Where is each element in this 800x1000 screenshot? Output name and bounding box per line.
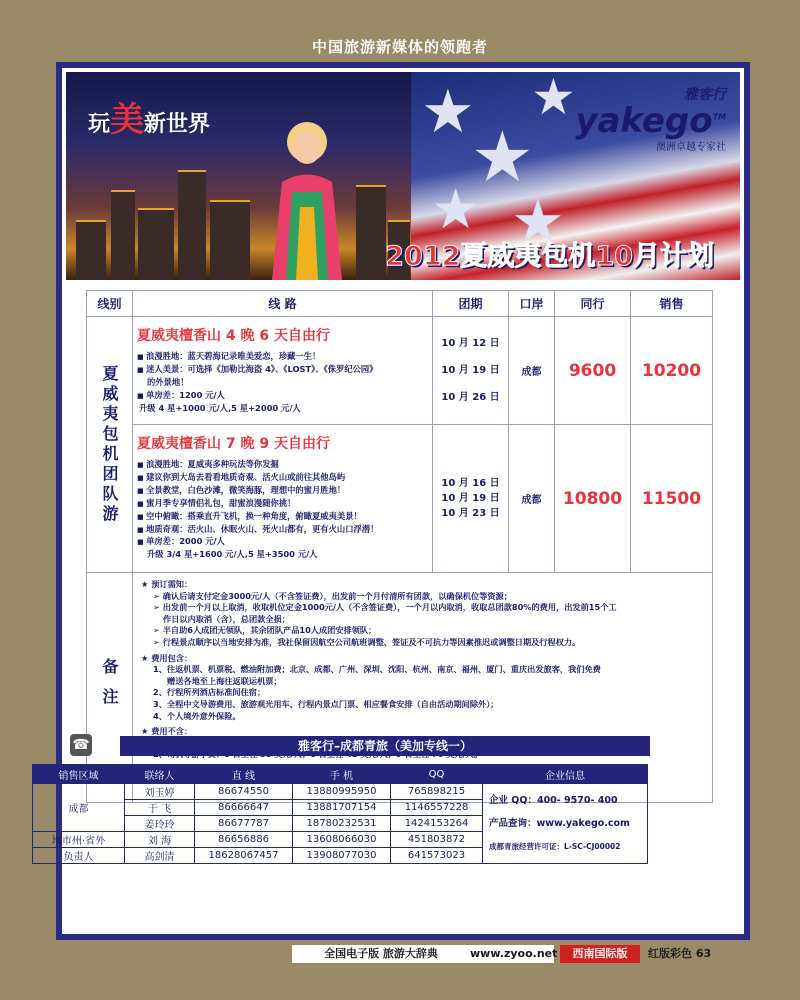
route-bullet: 升级 4 星+1000 元/人,5 星+2000 元/人 <box>139 402 301 413</box>
header-line-type: 线别 <box>87 291 133 317</box>
route-title: 夏威夷檀香山 7 晚 9 天自由行 <box>137 436 330 452</box>
footer-edition: 西南国际版 <box>560 945 640 963</box>
note-line: 3、全程中文导游费用、旅游观光用车、行程内景点门票、相应餐食安排（自由活动期间除外）； <box>153 698 499 709</box>
route-row <box>87 317 713 425</box>
region-cell: 成都 <box>33 784 125 832</box>
contact-table <box>32 764 648 864</box>
banner-title: 2012夏威夷包机10月计划 <box>385 241 714 272</box>
date: 10 月 26 日 <box>441 392 500 403</box>
note-line: ➢ 确认后请支付定金3000元/人（不含签证费），出发前一个月付清所有团款，以确保机位等资源； <box>153 590 512 601</box>
route-bullet: ■ 建议你到大岛去看看地质奇观、活火山或前往其他岛屿 <box>137 472 428 485</box>
contact-phone: 86656886 <box>195 832 293 848</box>
itinerary-table <box>86 290 713 803</box>
peer-price-cell <box>555 425 631 573</box>
contact-qq: 451803872 <box>391 832 483 848</box>
contact-title: 雅客行–成都青旅（美加专线一） <box>120 736 650 756</box>
port: 成都 <box>521 495 542 506</box>
page-footer <box>292 945 746 963</box>
company-info <box>483 784 648 864</box>
notes-heading: ★ 费用不含： <box>141 726 193 737</box>
header-dates: 团期 <box>433 291 509 317</box>
peer-price-cell <box>555 317 631 425</box>
route-bullet: ■ 空中俯瞰：搭乘直升飞机，换一种角度，俯瞰夏威夷美景！ <box>137 511 428 524</box>
note-line: 作日以内取消（含），总团款全损； <box>163 613 290 624</box>
route-bullet: 升级 3/4 星+1600 元/人,5 星+3500 元/人 <box>147 549 318 560</box>
banner <box>66 72 740 280</box>
contact-name: 姜玲玲 <box>125 816 195 832</box>
woman-figure <box>262 112 352 280</box>
footer-website: www.zyoo.net <box>470 945 554 963</box>
header-mobile: 手 机 <box>293 765 391 784</box>
header-region: 销售区域 <box>33 765 125 784</box>
date: 10 月 19 日 <box>441 365 500 376</box>
route-bullet: ■ 单房差：2000 元/人 <box>137 536 428 549</box>
contact-mobile: 13908077030 <box>293 848 391 864</box>
dates-cell <box>433 425 509 573</box>
top-slogan: 中国旅游新媒体的领跑者 <box>311 38 488 56</box>
phone-icon: ☎ <box>70 734 92 756</box>
contact-name: 于 飞 <box>125 800 195 816</box>
date: 10 月 16 日 <box>441 478 500 489</box>
header-qq: QQ <box>391 765 483 784</box>
route-cell <box>133 317 433 425</box>
contact-phone: 86677787 <box>195 816 293 832</box>
line-type-cell <box>87 317 133 573</box>
line-type: 夏威夷包机团队游 <box>100 364 119 525</box>
contact-phone: 86674550 <box>195 784 293 800</box>
route-bullet: ■ 单房差：1200 元/人 <box>137 390 428 403</box>
note-line: 赠送各地至上海往返联运机票； <box>167 675 282 686</box>
route-title: 夏威夷檀香山 4 晚 6 天自由行 <box>137 328 330 344</box>
contact-qq: 1424153264 <box>391 816 483 832</box>
route-bullet: ■ 浪漫胜地：蓝天碧海记录唯美爱恋，珍藏一生！ <box>137 351 428 364</box>
peer-price: 9600 <box>568 360 617 381</box>
banner-phrase: 玩美新世界 <box>88 100 211 140</box>
port-cell <box>509 425 555 573</box>
table-header-row <box>87 291 713 317</box>
yakego-logo: 雅客行 yakego™ 澳洲卓越专家社 <box>575 87 726 153</box>
route-bullet: ■ 蜜月季专享情侣礼包，甜蜜浪漫随你挑！ <box>137 498 428 511</box>
note-line: ➢ 行程景点顺序以当地安排为准，我社保留因航空公司航班调整、签证及不可抗力等因素推迟或调整日期及行程权力。 <box>153 636 581 647</box>
port-cell <box>509 317 555 425</box>
retail-price: 10200 <box>641 360 702 381</box>
retail-price-cell <box>631 317 713 425</box>
contact-name: 刘 海 <box>125 832 195 848</box>
route-bullet: ■ 浪漫胜地：夏威夷多种玩法等你发掘 <box>137 459 428 472</box>
header-contact: 联络人 <box>125 765 195 784</box>
route-bullet: ■ 全景教堂，白色沙滩，微笑海豚，理想中的蜜月胜地！ <box>137 485 428 498</box>
note-line: 4、个人境外意外保险。 <box>153 710 241 721</box>
header-retail-price: 销售 <box>631 291 713 317</box>
header-peer-price: 同行 <box>555 291 631 317</box>
notes-label: 备注 <box>100 657 119 718</box>
note-line: ➢ 半自助6人成团无领队，其余团队产品10人成团安排领队； <box>153 625 377 636</box>
contact-name: 刘玉婷 <box>125 784 195 800</box>
contact-qq: 765898215 <box>391 784 483 800</box>
region-cell: 地市州·省外 <box>33 832 125 848</box>
contact-qq: 1146557228 <box>391 800 483 816</box>
note-line: ➢ 出发前一个月以上取消，收取机位定金1000元/人（不含签证费），一个月以内取消，收取总团款80%的费用，出发前15个工 <box>153 602 617 613</box>
notes-heading: ★ 预订需知： <box>141 579 193 589</box>
table-row <box>33 784 648 800</box>
peer-price: 10800 <box>562 488 623 509</box>
contact-mobile: 13608066030 <box>293 832 391 848</box>
header-company: 企业信息 <box>483 765 648 784</box>
contact-qq: 641573023 <box>391 848 483 864</box>
notes-heading: ★ 费用包含： <box>141 652 193 663</box>
route-bullet: ■ 迷人美景：可选择《加勒比海盗 4》、《LOST》、《侏罗纪公园》 <box>137 364 428 377</box>
retail-price-cell <box>631 425 713 573</box>
port: 成都 <box>521 367 542 378</box>
date: 10 月 19 日 <box>441 493 500 504</box>
retail-price: 11500 <box>641 488 702 509</box>
region-cell: 负责人 <box>33 848 125 864</box>
contact-phone: 18628067457 <box>195 848 293 864</box>
company-license: 成都青旅经营许可证：L-SC-CJ00002 <box>489 842 621 851</box>
route-row <box>87 425 713 573</box>
contact-mobile: 13881707154 <box>293 800 391 816</box>
contact-phone: 86666647 <box>195 800 293 816</box>
route-bullet: 的外景地！ <box>147 376 189 387</box>
us-flag-photo: ★ ★ ★ ★ ★ <box>411 72 740 280</box>
contact-mobile: 18780232531 <box>293 816 391 832</box>
contact-name: 高剑清 <box>125 848 195 864</box>
header-port: 口岸 <box>509 291 555 317</box>
note-line: 2、行程所列酒店标准间住宿； <box>153 687 266 698</box>
header-phone: 直 线 <box>195 765 293 784</box>
contact-mobile: 13880995950 <box>293 784 391 800</box>
company-qq: 企业 QQ：400- 9570- 400 <box>489 795 618 806</box>
footer-publication: 全国电子版 旅游大辞典 <box>292 945 470 963</box>
route-cell <box>133 425 433 573</box>
dates-cell <box>433 317 509 425</box>
company-web: 产品查询：www.yakego.com <box>489 818 630 829</box>
header-route: 线 路 <box>133 291 433 317</box>
footer-page-number: 红版彩色 63 <box>648 947 712 960</box>
contact-header-row <box>33 765 648 784</box>
route-bullet: ■ 地质奇观：活火山、休眠火山、死火山都有，更有火山口浮潜！ <box>137 524 428 537</box>
date: 10 月 23 日 <box>441 508 500 519</box>
date: 10 月 12 日 <box>441 338 500 349</box>
las-vegas-photo <box>66 72 411 280</box>
note-line: 1、往返机票、机票税、燃油附加费；北京、成都、广州、深圳、沈阳、杭州、南京、福州、厦门、重庆出发旅客，我们免费 <box>153 664 601 675</box>
